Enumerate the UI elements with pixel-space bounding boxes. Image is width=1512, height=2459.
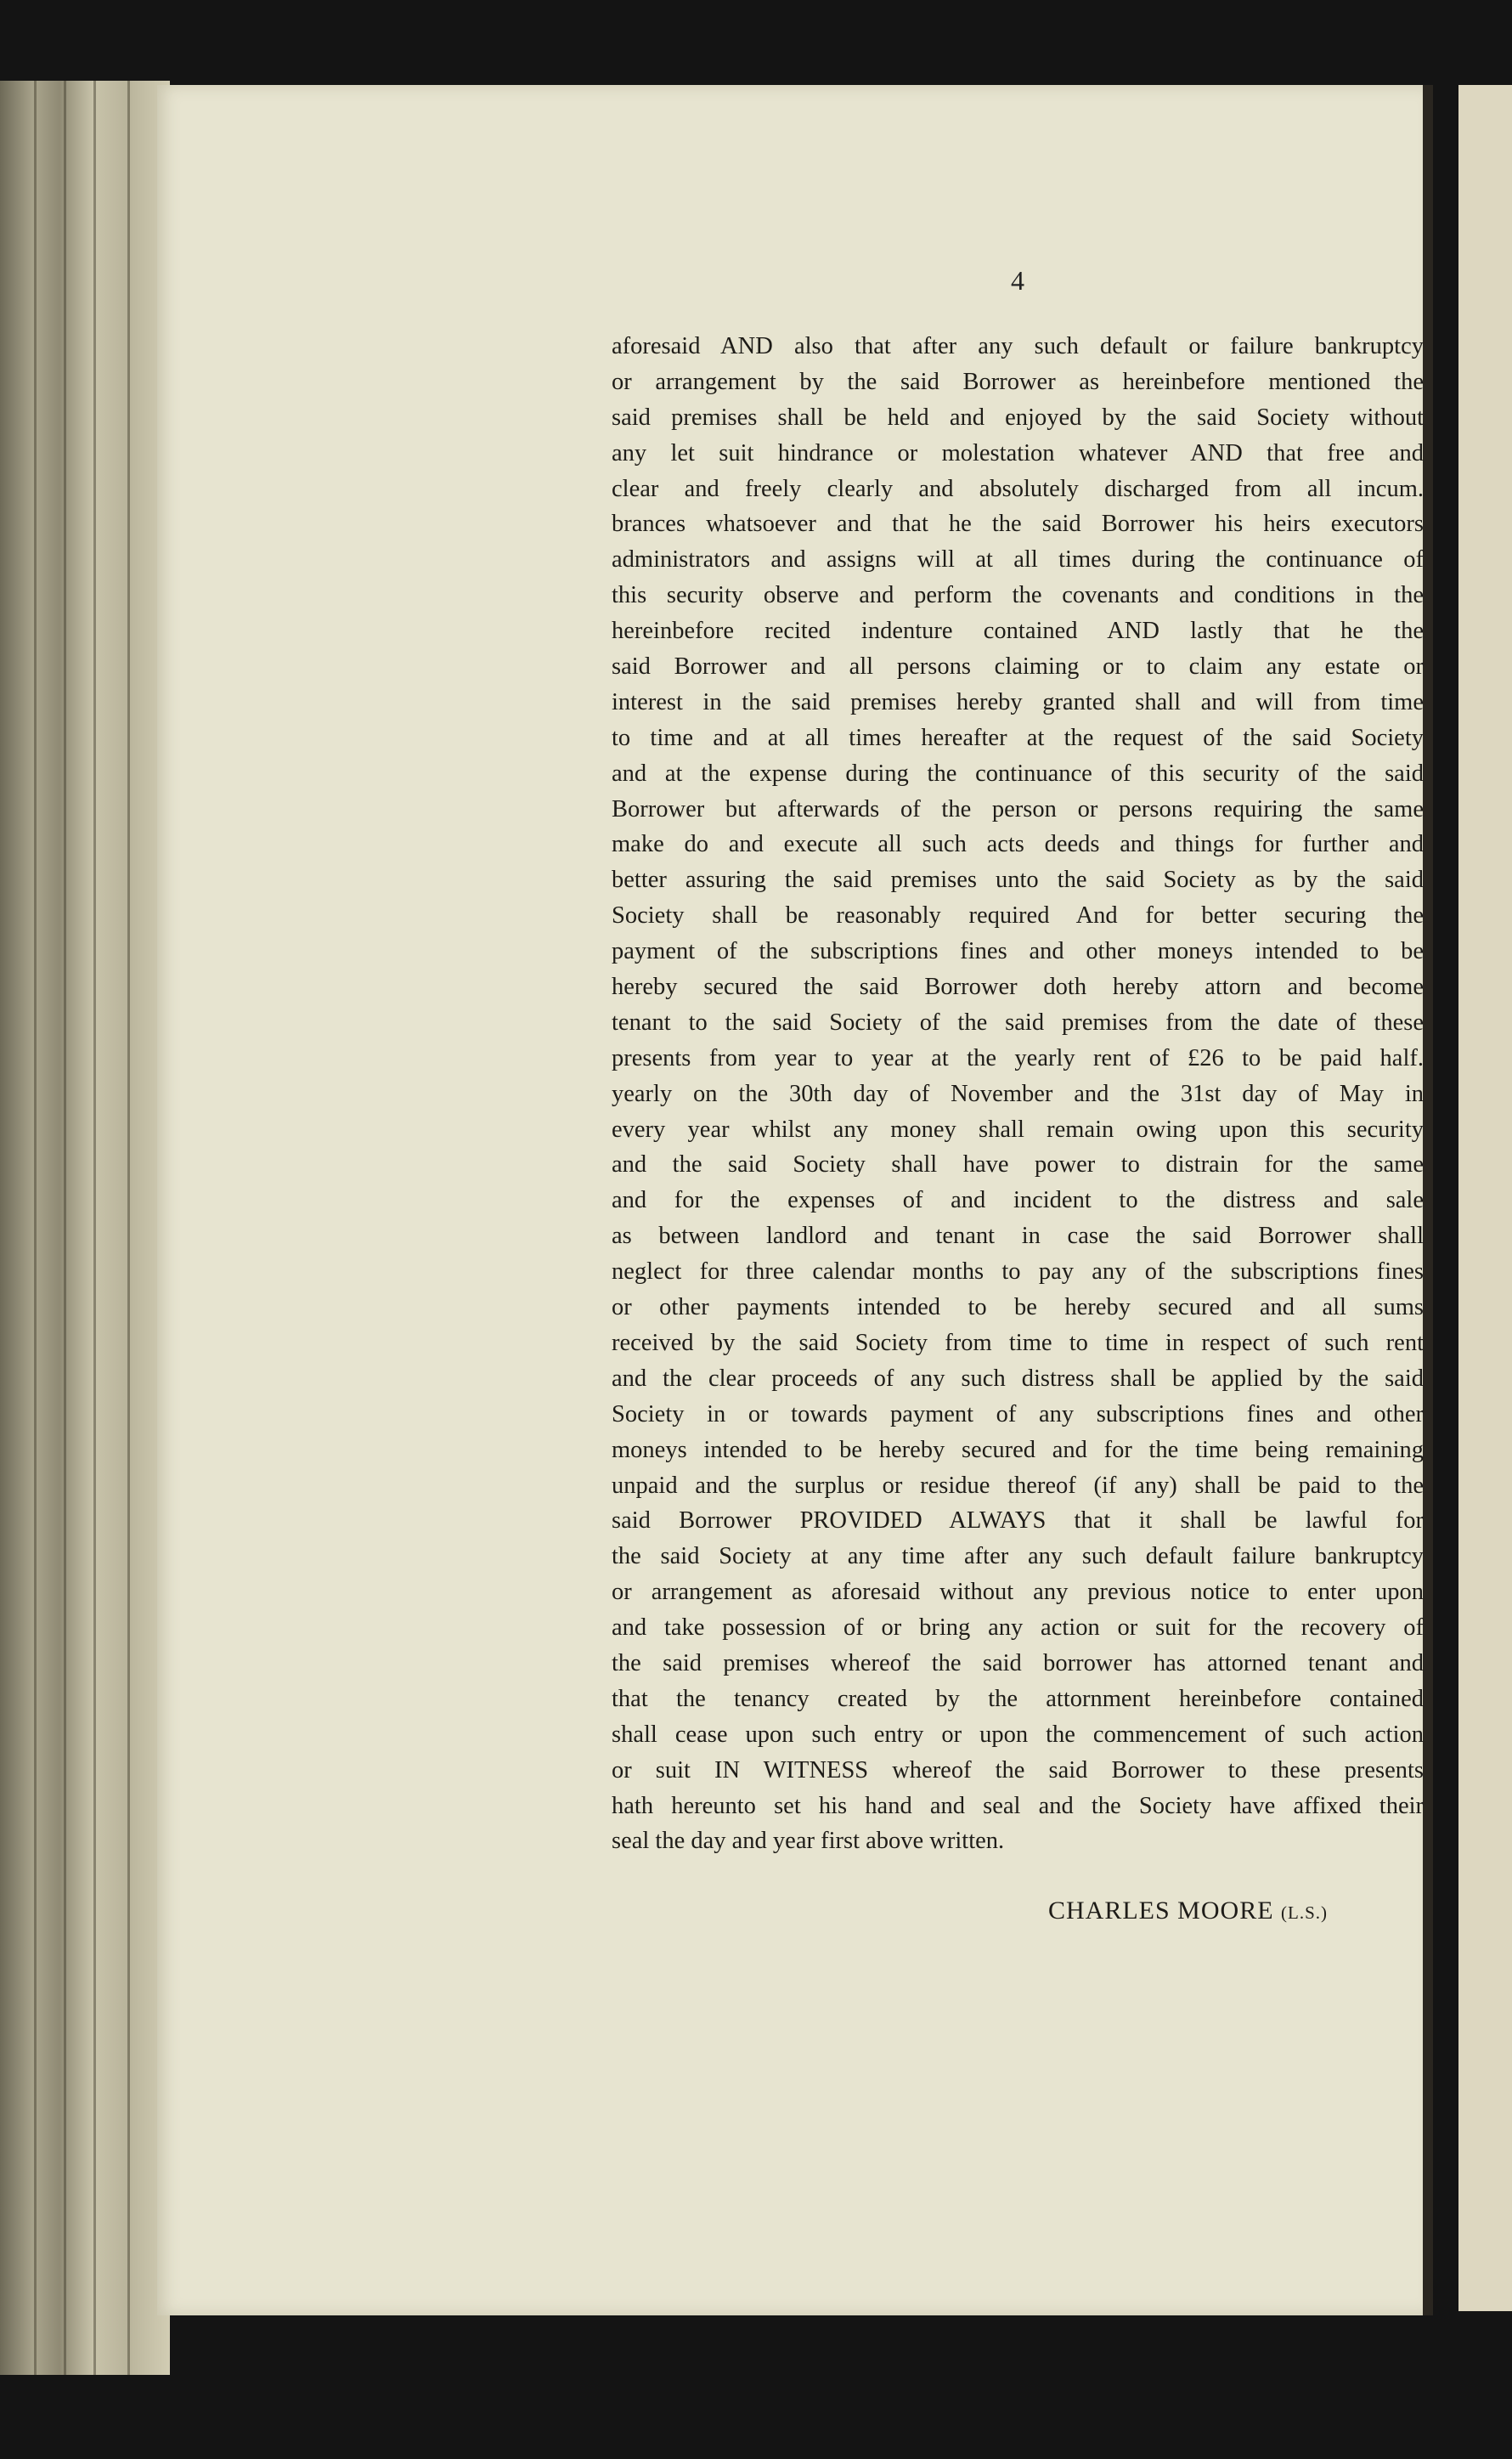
text-line: or other payments intended to be hereby secured and all sums — [612, 1294, 1424, 1321]
text-line: unpaid and the surplus or residue thereof (if any) shall be paid to the — [612, 1472, 1424, 1499]
text-line: and take possession of or bring any action or suit for the recovery of — [612, 1614, 1424, 1642]
text-line: and for the expenses of and incident to the distress and sale — [612, 1187, 1424, 1214]
page-stack-edges — [0, 81, 170, 2375]
text-line: and at the expense during the continuance of this security of the said — [612, 760, 1424, 787]
deed-body-text — [612, 329, 1424, 1859]
text-line: or suit IN WITNESS whereof the said Borrower to these presents — [612, 1756, 1424, 1783]
text-line: better assuring the said premises unto the said Society as by the said — [612, 867, 1424, 894]
text-line: moneys intended to be hereby secured and for the time being remaining — [612, 1436, 1424, 1463]
text-line: hath hereunto set his hand and seal and the Society have affixed their — [612, 1792, 1424, 1819]
text-line: Society in or towards payment of any subscriptions fines and other — [612, 1400, 1424, 1427]
text-line: clear and freely clearly and absolutely discharged from all incum. — [612, 475, 1424, 502]
text-line: seal the day and year first above written. — [612, 1828, 1005, 1855]
text-line: as between landlord and tenant in case the said Borrower shall — [612, 1223, 1424, 1250]
text-line: hereinbefore recited indenture contained AND lastly that he the — [612, 618, 1424, 645]
text-line: the said Society at any time after any such default failure bankruptcy — [612, 1543, 1424, 1570]
text-line: presents from year to year at the yearly rent of £26 to be paid half. — [612, 1044, 1424, 1071]
text-line: interest in the said premises hereby granted shall and will from time — [612, 688, 1424, 715]
text-line: received by the said Society from time to time in respect of such rent — [612, 1329, 1424, 1356]
text-line: yearly on the 30th day of November and the 31st day of May in — [612, 1080, 1424, 1107]
text-line: Society shall be reasonably required And for better securing the — [612, 902, 1424, 930]
text-line: the said premises whereof the said borrower has attorned tenant and — [612, 1649, 1424, 1676]
text-line: administrators and assigns will at all times during the continuance of — [612, 546, 1424, 574]
text-line: tenant to the said Society of the said premises from the date of these — [612, 1009, 1424, 1036]
text-line: aforesaid AND also that after any such default or failure bankruptcy — [612, 333, 1424, 359]
signatory-name: CHARLES MOORE — [1048, 1897, 1274, 1925]
text-line: said Borrower and all persons claiming or to claim any estate or — [612, 653, 1424, 681]
text-line: every year whilst any money shall remain owing upon this security — [612, 1116, 1424, 1143]
text-line: Borrower but afterwards of the person or persons requiring the same — [612, 795, 1424, 822]
text-line: neglect for three calendar months to pay any of the subscriptions fines — [612, 1258, 1424, 1286]
text-line: to time and at all times hereafter at the request of the said Society — [612, 724, 1424, 751]
text-line: this security observe and perform the covenants and conditions in the — [612, 582, 1424, 609]
signature — [1048, 1897, 1328, 1925]
text-line: or arrangement as aforesaid without any previous notice to enter upon — [612, 1579, 1424, 1606]
adjacent-page — [1458, 85, 1512, 2311]
page-number: 4 — [1011, 265, 1024, 296]
text-line: or arrangement by the said Borrower as hereinbefore mentioned the — [612, 368, 1424, 395]
text-line: that the tenancy created by the attornment hereinbefore contained — [612, 1685, 1424, 1712]
text-line: make do and execute all such acts deeds and things for further and — [612, 831, 1424, 858]
text-line: any let suit hindrance or molestation whatever AND that free and — [612, 439, 1424, 466]
text-line: said Borrower PROVIDED ALWAYS that it shall be lawful for — [612, 1507, 1424, 1535]
text-line: shall cease upon such entry or upon the commencement of such action — [612, 1721, 1424, 1748]
text-line: said premises shall be held and enjoyed by the said Society without — [612, 404, 1424, 431]
seal-mark: (L.S.) — [1281, 1902, 1329, 1923]
text-line: and the said Society shall have power to distrain for the same — [612, 1151, 1424, 1179]
page-edge — [1423, 85, 1433, 2315]
text-line: payment of the subscriptions fines and other moneys intended to be — [612, 938, 1424, 965]
text-line: brances whatsoever and that he the said Borrower his heirs executors — [612, 511, 1424, 538]
text-line: and the clear proceeds of any such distress shall be applied by the said — [612, 1365, 1424, 1392]
text-line: hereby secured the said Borrower doth hereby attorn and become — [612, 974, 1424, 1001]
